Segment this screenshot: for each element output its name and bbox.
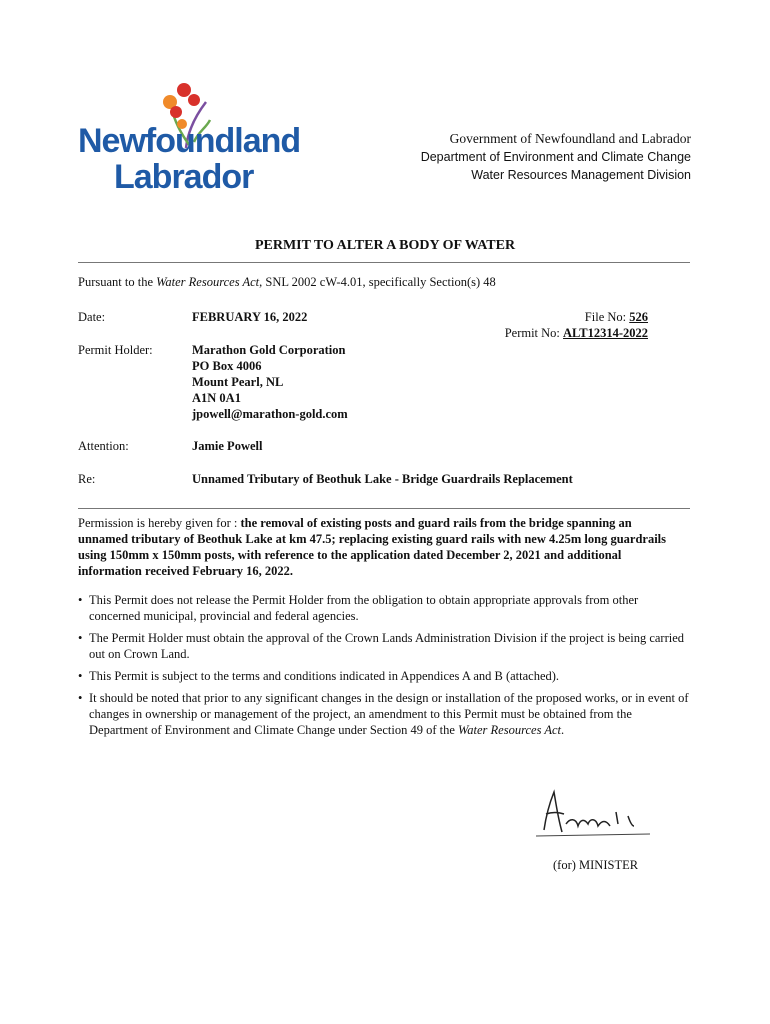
file-number: [585, 309, 648, 325]
government-name: Government of Newfoundland and Labrador: [449, 131, 691, 146]
logo-labrador: Labrador: [114, 158, 254, 196]
permit-number-value: ALT12314-2022: [563, 326, 648, 340]
condition-text: It should be noted that prior to any significant changes in the design or installation of the proposed works, or in event of changes in ownership or management of the project, an amendment to this Permit must be obtained from the Department of Environment and Climate Change under Section 49 of the: [89, 691, 689, 737]
holder-company: Marathon Gold Corporation: [192, 343, 346, 357]
file-number-value: 526: [629, 310, 648, 324]
minister-signature: [530, 788, 660, 842]
attention-value: Jamie Powell: [192, 439, 263, 453]
conditions-list: [78, 592, 690, 744]
date-label: Date:: [78, 310, 106, 324]
divider-top: [78, 262, 690, 263]
attention-label: Attention:: [78, 439, 129, 453]
holder-email: jpowell@marathon-gold.com: [192, 407, 348, 421]
permission-body: the removal of existing posts and guard rails from the bridge spanning an unnamed tributary of Beothuk Lake at km 47.5; replacing existing guard rails with new 4.25m long guardrails using 150mm x 150mm posts, with reference to the application dated December 2, 2021 and additional information received February 16, 2022.: [78, 516, 667, 578]
division-name: Water Resources Management Division: [471, 168, 691, 182]
page-title: PERMIT TO ALTER A BODY OF WATER: [254, 238, 516, 253]
condition-act: Water Resources Act: [458, 723, 562, 737]
re-label: Re:: [78, 472, 96, 486]
date-value: FEBRUARY 16, 2022: [192, 310, 308, 324]
pursuant-act: Water Resources Act: [156, 275, 260, 289]
condition-item: • This Permit is subject to the terms and conditions indicated in Appendices A and B (attached).: [78, 668, 690, 684]
condition-item: • This Permit does not release the Permit Holder from the obligation to obtain appropriate approvals from other concerned municipal, provincial and federal agencies.: [78, 592, 690, 624]
pursuant-suffix: , SNL 2002 cW-4.01, specifically Section(s) 48: [259, 275, 496, 289]
holder-po-box: PO Box 4006: [192, 359, 262, 373]
department-name: Department of Environment and Climate Change: [420, 150, 691, 164]
divider-middle: [78, 508, 690, 509]
holder-postal-code: A1N 0A1: [192, 391, 241, 405]
government-header: [421, 130, 691, 184]
condition-end: .: [561, 723, 565, 737]
permit-number-label: Permit No:: [504, 326, 564, 340]
permission-paragraph: [78, 515, 683, 579]
re-value: Unnamed Tributary of Beothuk Lake - Bridge Guardrails Replacement: [192, 472, 573, 486]
permit-number: [505, 325, 648, 341]
condition-item: [78, 690, 690, 738]
permit-holder-address: [192, 342, 348, 422]
holder-city: Mount Pearl, NL: [192, 375, 284, 389]
signature-caption: (for) MINISTER: [553, 858, 639, 872]
pursuant-prefix: Pursuant to the: [78, 275, 157, 289]
condition-item: • The Permit Holder must obtain the approval of the Crown Lands Administration Division if the project is being carried out on Crown Land.: [78, 630, 690, 662]
pursuant-line: [78, 274, 496, 290]
logo-newfoundland: Newfoundland: [78, 122, 301, 160]
permission-prefix: Permission is hereby given for :: [78, 516, 241, 530]
nl-government-logo: [78, 80, 301, 200]
file-number-label: File No:: [584, 310, 630, 324]
permit-holder-label: Permit Holder:: [78, 343, 153, 357]
